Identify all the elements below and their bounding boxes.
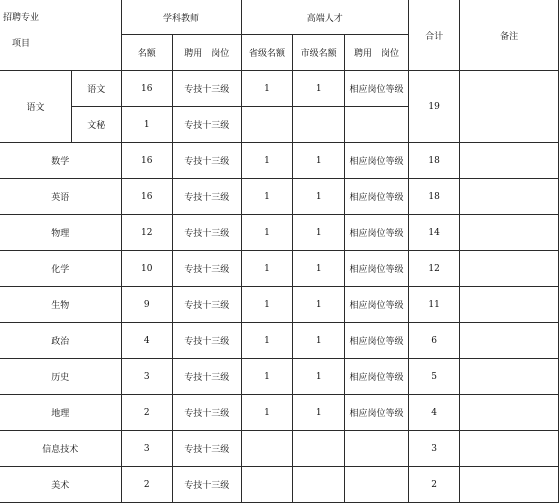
prov-cell: 1 — [241, 359, 293, 395]
talent-group-header: 高端人才 — [241, 0, 408, 35]
post-cell: 相应岗位等级 — [345, 323, 409, 359]
city-cell: 1 — [293, 323, 345, 359]
grade-cell: 专技十三级 — [172, 395, 241, 431]
subject-cell: 化学 — [0, 251, 121, 287]
subject-cell: 物理 — [0, 215, 121, 251]
city-cell: 1 — [293, 287, 345, 323]
chinese-label-cell: 语文 — [0, 71, 72, 143]
quota-cell: 2 — [121, 467, 172, 503]
table-row — [0, 179, 559, 215]
table-row — [0, 323, 559, 359]
post-cell: 相应岗位等级 — [345, 359, 409, 395]
table-row — [0, 359, 559, 395]
total-cell: 3 — [408, 431, 459, 467]
total-cell: 11 — [408, 287, 459, 323]
prov-cell: 1 — [241, 251, 293, 287]
quota-cell: 16 — [121, 71, 172, 107]
city-cell: 1 — [293, 251, 345, 287]
notes-header: 备注 — [460, 0, 559, 71]
sub-subject-cell: 语文 — [72, 71, 121, 107]
city-cell: 1 — [293, 143, 345, 179]
total-cell: 5 — [408, 359, 459, 395]
table-row — [0, 215, 559, 251]
prov-cell — [241, 467, 293, 503]
notes-cell — [460, 287, 559, 323]
subject-cell: 生物 — [0, 287, 121, 323]
post-cell: 相应岗位等级 — [345, 215, 409, 251]
teacher-group-header: 学科教师 — [121, 0, 241, 35]
post-cell — [345, 431, 409, 467]
subject-cell: 地理 — [0, 395, 121, 431]
quota-cell: 10 — [121, 251, 172, 287]
table-row — [0, 287, 559, 323]
corner-bottom-label: 项目 — [12, 39, 31, 49]
prov-cell: 1 — [241, 287, 293, 323]
grade-cell: 专技十三级 — [172, 143, 241, 179]
subject-cell: 政治 — [0, 323, 121, 359]
sub-subject-cell: 文秘 — [72, 107, 121, 143]
subject-cell: 历史 — [0, 359, 121, 395]
prov-cell: 1 — [241, 143, 293, 179]
grade-cell: 专技十三级 — [172, 323, 241, 359]
table-row — [0, 467, 559, 503]
post-cell — [345, 467, 409, 503]
quota-cell: 2 — [121, 395, 172, 431]
city-cell: 1 — [293, 395, 345, 431]
quota-cell: 9 — [121, 287, 172, 323]
grade-cell: 专技十三级 — [172, 467, 241, 503]
table-row — [0, 431, 559, 467]
post-cell: 相应岗位等级 — [345, 395, 409, 431]
notes-cell — [460, 251, 559, 287]
notes-cell — [460, 467, 559, 503]
subject-cell: 美术 — [0, 467, 121, 503]
total-cell: 12 — [408, 251, 459, 287]
corner-top-label: 招聘专业 — [3, 13, 40, 23]
table-row — [0, 251, 559, 287]
prov-cell: 1 — [241, 215, 293, 251]
quota-cell: 3 — [121, 359, 172, 395]
notes-cell — [460, 143, 559, 179]
hire-post-header: 聘用 岗位 — [172, 35, 241, 71]
grade-cell: 专技十三级 — [172, 107, 241, 143]
grade-cell: 专技十三级 — [172, 215, 241, 251]
grade-cell: 专技十三级 — [172, 251, 241, 287]
city-cell: 1 — [293, 215, 345, 251]
grade-cell: 专技十三级 — [172, 179, 241, 215]
notes-cell — [460, 323, 559, 359]
city-cell — [293, 107, 345, 143]
subject-cell: 英语 — [0, 179, 121, 215]
subject-cell: 数学 — [0, 143, 121, 179]
prov-quota-header: 省级名额 — [241, 35, 293, 71]
city-cell: 1 — [293, 179, 345, 215]
total-cell: 6 — [408, 323, 459, 359]
grade-cell: 专技十三级 — [172, 287, 241, 323]
corner-header-cell — [0, 0, 121, 71]
post-cell: 相应岗位等级 — [345, 71, 409, 107]
quota-cell: 1 — [121, 107, 172, 143]
table-row — [0, 143, 559, 179]
total-cell: 2 — [408, 467, 459, 503]
notes-cell — [460, 71, 559, 143]
post-cell — [345, 107, 409, 143]
prov-cell — [241, 107, 293, 143]
quota-cell: 12 — [121, 215, 172, 251]
notes-cell — [460, 431, 559, 467]
city-cell: 1 — [293, 359, 345, 395]
quota-cell: 3 — [121, 431, 172, 467]
notes-cell — [460, 359, 559, 395]
city-cell: 1 — [293, 71, 345, 107]
header-row-1 — [0, 0, 559, 35]
quota-cell: 16 — [121, 143, 172, 179]
notes-cell — [460, 215, 559, 251]
prov-cell: 1 — [241, 395, 293, 431]
notes-cell — [460, 395, 559, 431]
post-cell: 相应岗位等级 — [345, 251, 409, 287]
prov-cell: 1 — [241, 323, 293, 359]
prov-cell — [241, 431, 293, 467]
table-row — [0, 395, 559, 431]
grade-cell: 专技十三级 — [172, 431, 241, 467]
total-cell: 18 — [408, 143, 459, 179]
quota-cell: 16 — [121, 179, 172, 215]
total-cell: 19 — [408, 71, 459, 143]
notes-cell — [460, 179, 559, 215]
grade-cell: 专技十三级 — [172, 71, 241, 107]
post-cell: 相应岗位等级 — [345, 287, 409, 323]
city-cell — [293, 431, 345, 467]
post-cell: 相应岗位等级 — [345, 179, 409, 215]
table-row — [0, 71, 559, 107]
total-cell: 4 — [408, 395, 459, 431]
total-cell: 14 — [408, 215, 459, 251]
quota-header: 名额 — [121, 35, 172, 71]
total-header: 合计 — [408, 0, 459, 71]
subject-cell: 信息技术 — [0, 431, 121, 467]
post-cell: 相应岗位等级 — [345, 143, 409, 179]
city-cell — [293, 467, 345, 503]
quota-cell: 4 — [121, 323, 172, 359]
city-quota-header: 市级名额 — [293, 35, 345, 71]
total-cell: 18 — [408, 179, 459, 215]
hire-post-header-2: 聘用 岗位 — [345, 35, 409, 71]
prov-cell: 1 — [241, 179, 293, 215]
grade-cell: 专技十三级 — [172, 359, 241, 395]
prov-cell: 1 — [241, 71, 293, 107]
